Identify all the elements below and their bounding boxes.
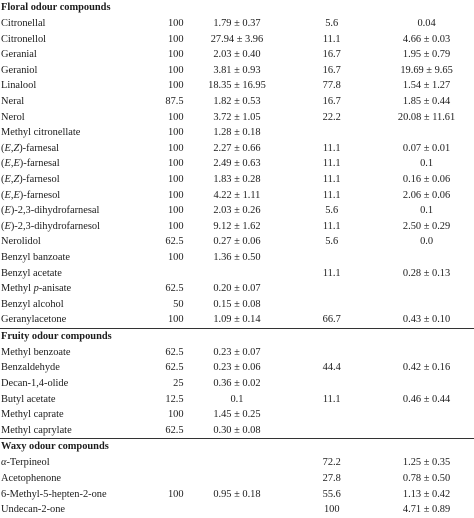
compound-name: α-Terpineol	[1, 457, 50, 469]
value-d	[379, 250, 474, 266]
value-c: 55.6	[322, 488, 341, 500]
compound-name: Methyl citronellate	[1, 127, 81, 139]
table-row	[0, 312, 474, 328]
table-row	[0, 250, 474, 266]
value-d	[379, 125, 474, 141]
value-d: 0.43 ± 0.10	[402, 314, 451, 326]
value-d	[379, 423, 474, 439]
value-a: 100	[167, 220, 184, 232]
value-b: 2.27 ± 0.66	[213, 142, 261, 154]
table-row	[0, 203, 474, 219]
value-a: 100	[167, 189, 184, 201]
value-a: 100	[167, 33, 184, 45]
table-row	[0, 471, 474, 487]
value-c: 11.1	[322, 142, 341, 154]
value-c: 11.1	[322, 220, 341, 232]
value-d	[379, 297, 474, 313]
compound-name: Decan-1,4-olide	[1, 378, 69, 390]
value-b	[190, 502, 285, 518]
value-d	[379, 281, 474, 297]
value-c	[284, 423, 379, 439]
value-c: 77.8	[322, 80, 341, 92]
value-d: 19.69 ± 9.65	[400, 64, 453, 76]
value-a: 100	[167, 205, 184, 217]
value-a	[95, 471, 190, 487]
value-d: 1.54 ± 1.27	[402, 80, 451, 92]
table-row	[0, 455, 474, 471]
section-title: Waxy odour compounds	[0, 439, 474, 456]
value-b: 0.30 ± 0.08	[213, 424, 261, 436]
value-a: 62.5	[165, 283, 184, 295]
section-header	[0, 0, 474, 16]
value-b: 3.72 ± 1.05	[213, 111, 261, 123]
compound-name: (E,E)-farnesal	[1, 158, 60, 170]
table-row	[0, 141, 474, 157]
compound-name: Methyl p-anisate	[1, 283, 72, 295]
value-b: 2.03 ± 0.40	[213, 49, 261, 61]
value-b: 0.1	[230, 393, 244, 405]
value-a: 62.5	[165, 346, 184, 358]
value-d: 0.46 ± 0.44	[402, 393, 451, 405]
compound-name: Citronellal	[1, 18, 46, 29]
value-c	[284, 250, 379, 266]
compound-name: Methyl benzoate	[1, 346, 71, 358]
table-row	[0, 47, 474, 63]
value-a: 100	[167, 158, 184, 170]
table-row	[0, 234, 474, 250]
value-b: 2.03 ± 0.26	[213, 205, 261, 217]
value-a: 62.5	[165, 362, 184, 374]
value-d: 0.1	[420, 205, 434, 217]
compound-name: Undecan-2-one	[1, 504, 66, 516]
value-c: 16.7	[322, 49, 341, 61]
value-c: 11.1	[322, 173, 341, 185]
value-c	[284, 281, 379, 297]
table-row	[0, 281, 474, 297]
compound-name: Benzyl banzoate	[1, 251, 70, 263]
value-a: 100	[167, 142, 184, 154]
table-row	[0, 487, 474, 503]
value-b: 4.22 ± 1.11	[213, 189, 261, 201]
value-d: 1.13 ± 0.42	[402, 488, 451, 500]
compound-name: Methyl caprylate	[1, 424, 72, 436]
value-c: 11.1	[322, 33, 341, 45]
value-d: 1.85 ± 0.44	[402, 95, 451, 107]
table-row	[0, 156, 474, 172]
value-a: 100	[167, 80, 184, 92]
section-header	[0, 328, 474, 345]
value-b: 1.28 ± 0.18	[213, 127, 261, 139]
value-d: 1.25 ± 0.35	[402, 457, 451, 469]
value-a: 100	[167, 173, 184, 185]
value-a: 100	[167, 314, 184, 326]
section-title: Fruity odour compounds	[0, 328, 474, 345]
value-a: 50	[173, 298, 184, 310]
value-a: 25	[173, 378, 184, 390]
value-c: 11.1	[322, 189, 341, 201]
value-d	[379, 407, 474, 423]
table-row	[0, 94, 474, 110]
value-c: 72.2	[322, 457, 341, 469]
compound-name: Geranial	[1, 49, 37, 61]
value-a: 87.5	[165, 95, 184, 107]
value-b: 2.49 ± 0.63	[213, 158, 261, 170]
value-b: 1.36 ± 0.50	[213, 251, 261, 263]
table-row	[0, 502, 474, 518]
value-b: 0.15 ± 0.08	[213, 298, 261, 310]
table-row	[0, 392, 474, 408]
compound-name: (E,Z)-farnesal	[1, 142, 60, 154]
value-a: 100	[167, 64, 184, 76]
table-row	[0, 407, 474, 423]
value-c	[284, 407, 379, 423]
value-b	[190, 455, 285, 471]
value-b	[190, 266, 285, 282]
compound-name: (E)-2,3-dihydrofarnesol	[1, 220, 100, 232]
value-c: 66.7	[322, 314, 341, 326]
value-a: 100	[167, 251, 184, 263]
value-c: 11.1	[322, 158, 341, 170]
compound-name: Butyl acetate	[1, 393, 56, 405]
value-a	[95, 502, 190, 518]
compound-name: 6-Methyl-5-hepten-2-one	[1, 488, 107, 500]
value-c: 44.4	[322, 362, 341, 374]
table-row	[0, 297, 474, 313]
compound-name: (E,E)-farnesol	[1, 189, 61, 201]
table-row	[0, 172, 474, 188]
table-row	[0, 63, 474, 79]
value-a	[95, 455, 190, 471]
value-b: 1.45 ± 0.25	[213, 409, 261, 421]
compound-name: Benzyl acetate	[1, 267, 62, 279]
compound-name: (E,Z)-farnesol	[1, 173, 60, 185]
value-a: 100	[167, 18, 184, 29]
compound-name: Nerol	[1, 111, 25, 123]
value-c: 5.6	[325, 205, 339, 217]
table-row	[0, 376, 474, 392]
value-d: 0.16 ± 0.06	[402, 173, 451, 185]
value-d: 2.50 ± 0.29	[402, 220, 451, 232]
value-a: 62.5	[165, 424, 184, 436]
table-row	[0, 423, 474, 439]
value-b: 0.36 ± 0.02	[213, 378, 261, 390]
compound-name: Nerolidol	[1, 236, 41, 248]
value-b: 1.09 ± 0.14	[213, 314, 261, 326]
value-a: 62.5	[165, 236, 184, 248]
value-b: 0.27 ± 0.06	[213, 236, 261, 248]
value-b: 0.20 ± 0.07	[213, 283, 261, 295]
compound-name: Benzyl alcohol	[1, 298, 64, 310]
table-row	[0, 266, 474, 282]
value-a: 100	[167, 488, 184, 500]
value-c	[284, 345, 379, 361]
value-b: 3.81 ± 0.93	[213, 64, 261, 76]
value-b: 0.95 ± 0.18	[213, 488, 261, 500]
value-b: 0.23 ± 0.07	[213, 346, 261, 358]
value-b: 1.82 ± 0.53	[213, 95, 261, 107]
value-d: 0.78 ± 0.50	[402, 473, 451, 485]
value-d: 4.71 ± 0.89	[402, 504, 451, 516]
value-a: 100	[167, 111, 184, 123]
value-d: 0.0	[420, 236, 434, 248]
value-c: 11.1	[322, 393, 341, 405]
value-d: 4.66 ± 0.03	[402, 33, 451, 45]
table-row	[0, 16, 474, 32]
value-c	[284, 125, 379, 141]
value-d: 0.04	[417, 18, 436, 29]
value-c	[284, 297, 379, 313]
table-row	[0, 345, 474, 361]
compound-name: Neral	[1, 95, 25, 107]
value-d: 0.28 ± 0.13	[402, 267, 451, 279]
value-d: 0.42 ± 0.16	[402, 362, 451, 374]
value-c: 5.6	[325, 18, 339, 29]
table-row	[0, 219, 474, 235]
compound-name: Methyl caprate	[1, 409, 64, 421]
compound-name: Geranylacetone	[1, 314, 67, 326]
compound-name: (E)-2,3-dihydrofarnesal	[1, 205, 100, 217]
section-title: Floral odour compounds	[1, 2, 111, 13]
compound-name: Citronellol	[1, 33, 47, 45]
value-c: 16.7	[322, 64, 341, 76]
value-d	[379, 345, 474, 361]
table-row	[0, 78, 474, 94]
value-a: 100	[167, 409, 184, 421]
value-b: 1.79 ± 0.37	[213, 18, 261, 29]
value-d: 1.95 ± 0.79	[402, 49, 451, 61]
value-c: 5.6	[325, 236, 339, 248]
table-row	[0, 110, 474, 126]
compound-name: Geraniol	[1, 64, 38, 76]
value-a: 100	[167, 49, 184, 61]
value-c: 11.1	[322, 267, 341, 279]
value-c: 22.2	[322, 111, 341, 123]
table-row	[0, 32, 474, 48]
value-b: 18.35 ± 16.95	[208, 80, 266, 92]
value-d: 2.06 ± 0.06	[402, 189, 451, 201]
value-a: 100	[167, 127, 184, 139]
value-b: 1.83 ± 0.28	[213, 173, 261, 185]
value-b: 27.94 ± 3.96	[210, 33, 264, 45]
value-d	[379, 376, 474, 392]
value-a	[95, 266, 190, 282]
table-row	[0, 188, 474, 204]
value-d: 20.08 ± 11.61	[397, 111, 456, 123]
value-c: 100	[323, 504, 340, 516]
table-row	[0, 360, 474, 376]
compound-name: Acetophenone	[1, 473, 62, 485]
value-d: 0.07 ± 0.01	[402, 142, 451, 154]
value-b	[190, 471, 285, 487]
value-b: 9.12 ± 1.62	[213, 220, 261, 232]
section-header	[0, 439, 474, 456]
table-row	[0, 125, 474, 141]
value-d: 0.1	[420, 158, 434, 170]
compound-name: Benzaldehyde	[1, 362, 60, 374]
value-c	[284, 376, 379, 392]
value-c: 16.7	[322, 95, 341, 107]
value-b: 0.23 ± 0.06	[213, 362, 261, 374]
value-c: 27.8	[322, 473, 341, 485]
value-a: 12.5	[165, 393, 184, 405]
compound-name: Linalool	[1, 80, 37, 92]
